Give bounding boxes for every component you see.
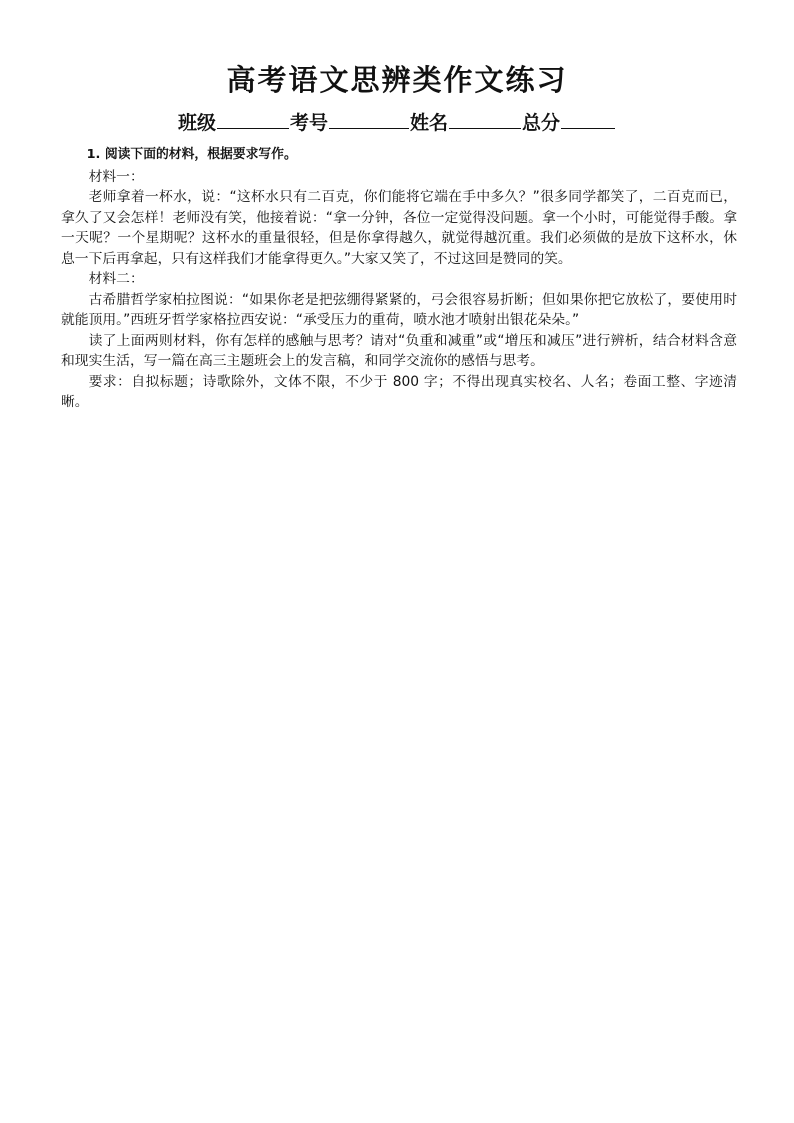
question-body [61, 145, 737, 413]
material-two-text: 古希腊哲学家柏拉图说：“如果你老是把弦绷得紧紧的，弓会很容易折断；但如果你把它放松了，要使用时就能顶用。”西班牙哲学家格拉西安说：“承受压力的重荷，喷水池才喷射出银花朵朵。” [61, 291, 737, 328]
student-info-line [0, 110, 794, 136]
writing-requirements: 要求：自拟标题；诗歌除外，文体不限，不少于 800 字；不得出现真实校名、人名；卷面工整、字迹清晰。 [61, 373, 737, 410]
writing-task: 读了上面两则材料，你有怎样的感触与思考？请对“负重和减重”或“增压和减压”进行辨析，结合材料含意和现实生活，写一篇在高三主题班会上的发言稿，和同学交流你的感悟与思考。 [61, 332, 737, 369]
class-blank [217, 110, 289, 129]
material-one-text: 老师拿着一杯水，说：“这杯水只有二百克，你们能将它端在手中多久？”很多同学都笑了，二百克而已，拿久了又会怎样！老师没有笑，他接着说：“拿一分钟，各位一定觉得没问题。拿一个小时，可能觉得手酸。拿一天呢？一个星期呢？这杯水的重量很轻，但是你拿得越久，就觉得越沉重。我们必须做的是放下这杯水，休息一下后再拿起，只有这样我们才能拿得更久。”大家又笑了，不过这回是赞同的笑。 [61, 189, 737, 267]
page-title: 高考语文思辨类作文练习 [226, 63, 568, 97]
exam-number-label: 考号 [289, 112, 328, 134]
material-one-label: 材料一： [88, 168, 144, 185]
name-label: 姓名 [410, 112, 449, 134]
name-blank [449, 110, 521, 129]
class-label: 班级 [177, 112, 216, 134]
score-label: 总分 [522, 112, 561, 134]
score-blank [561, 110, 615, 129]
exam-number-blank [329, 110, 409, 129]
question-instruction: 1. 阅读下面的材料，根据要求写作。 [86, 147, 297, 162]
material-two-label: 材料二： [88, 271, 144, 287]
